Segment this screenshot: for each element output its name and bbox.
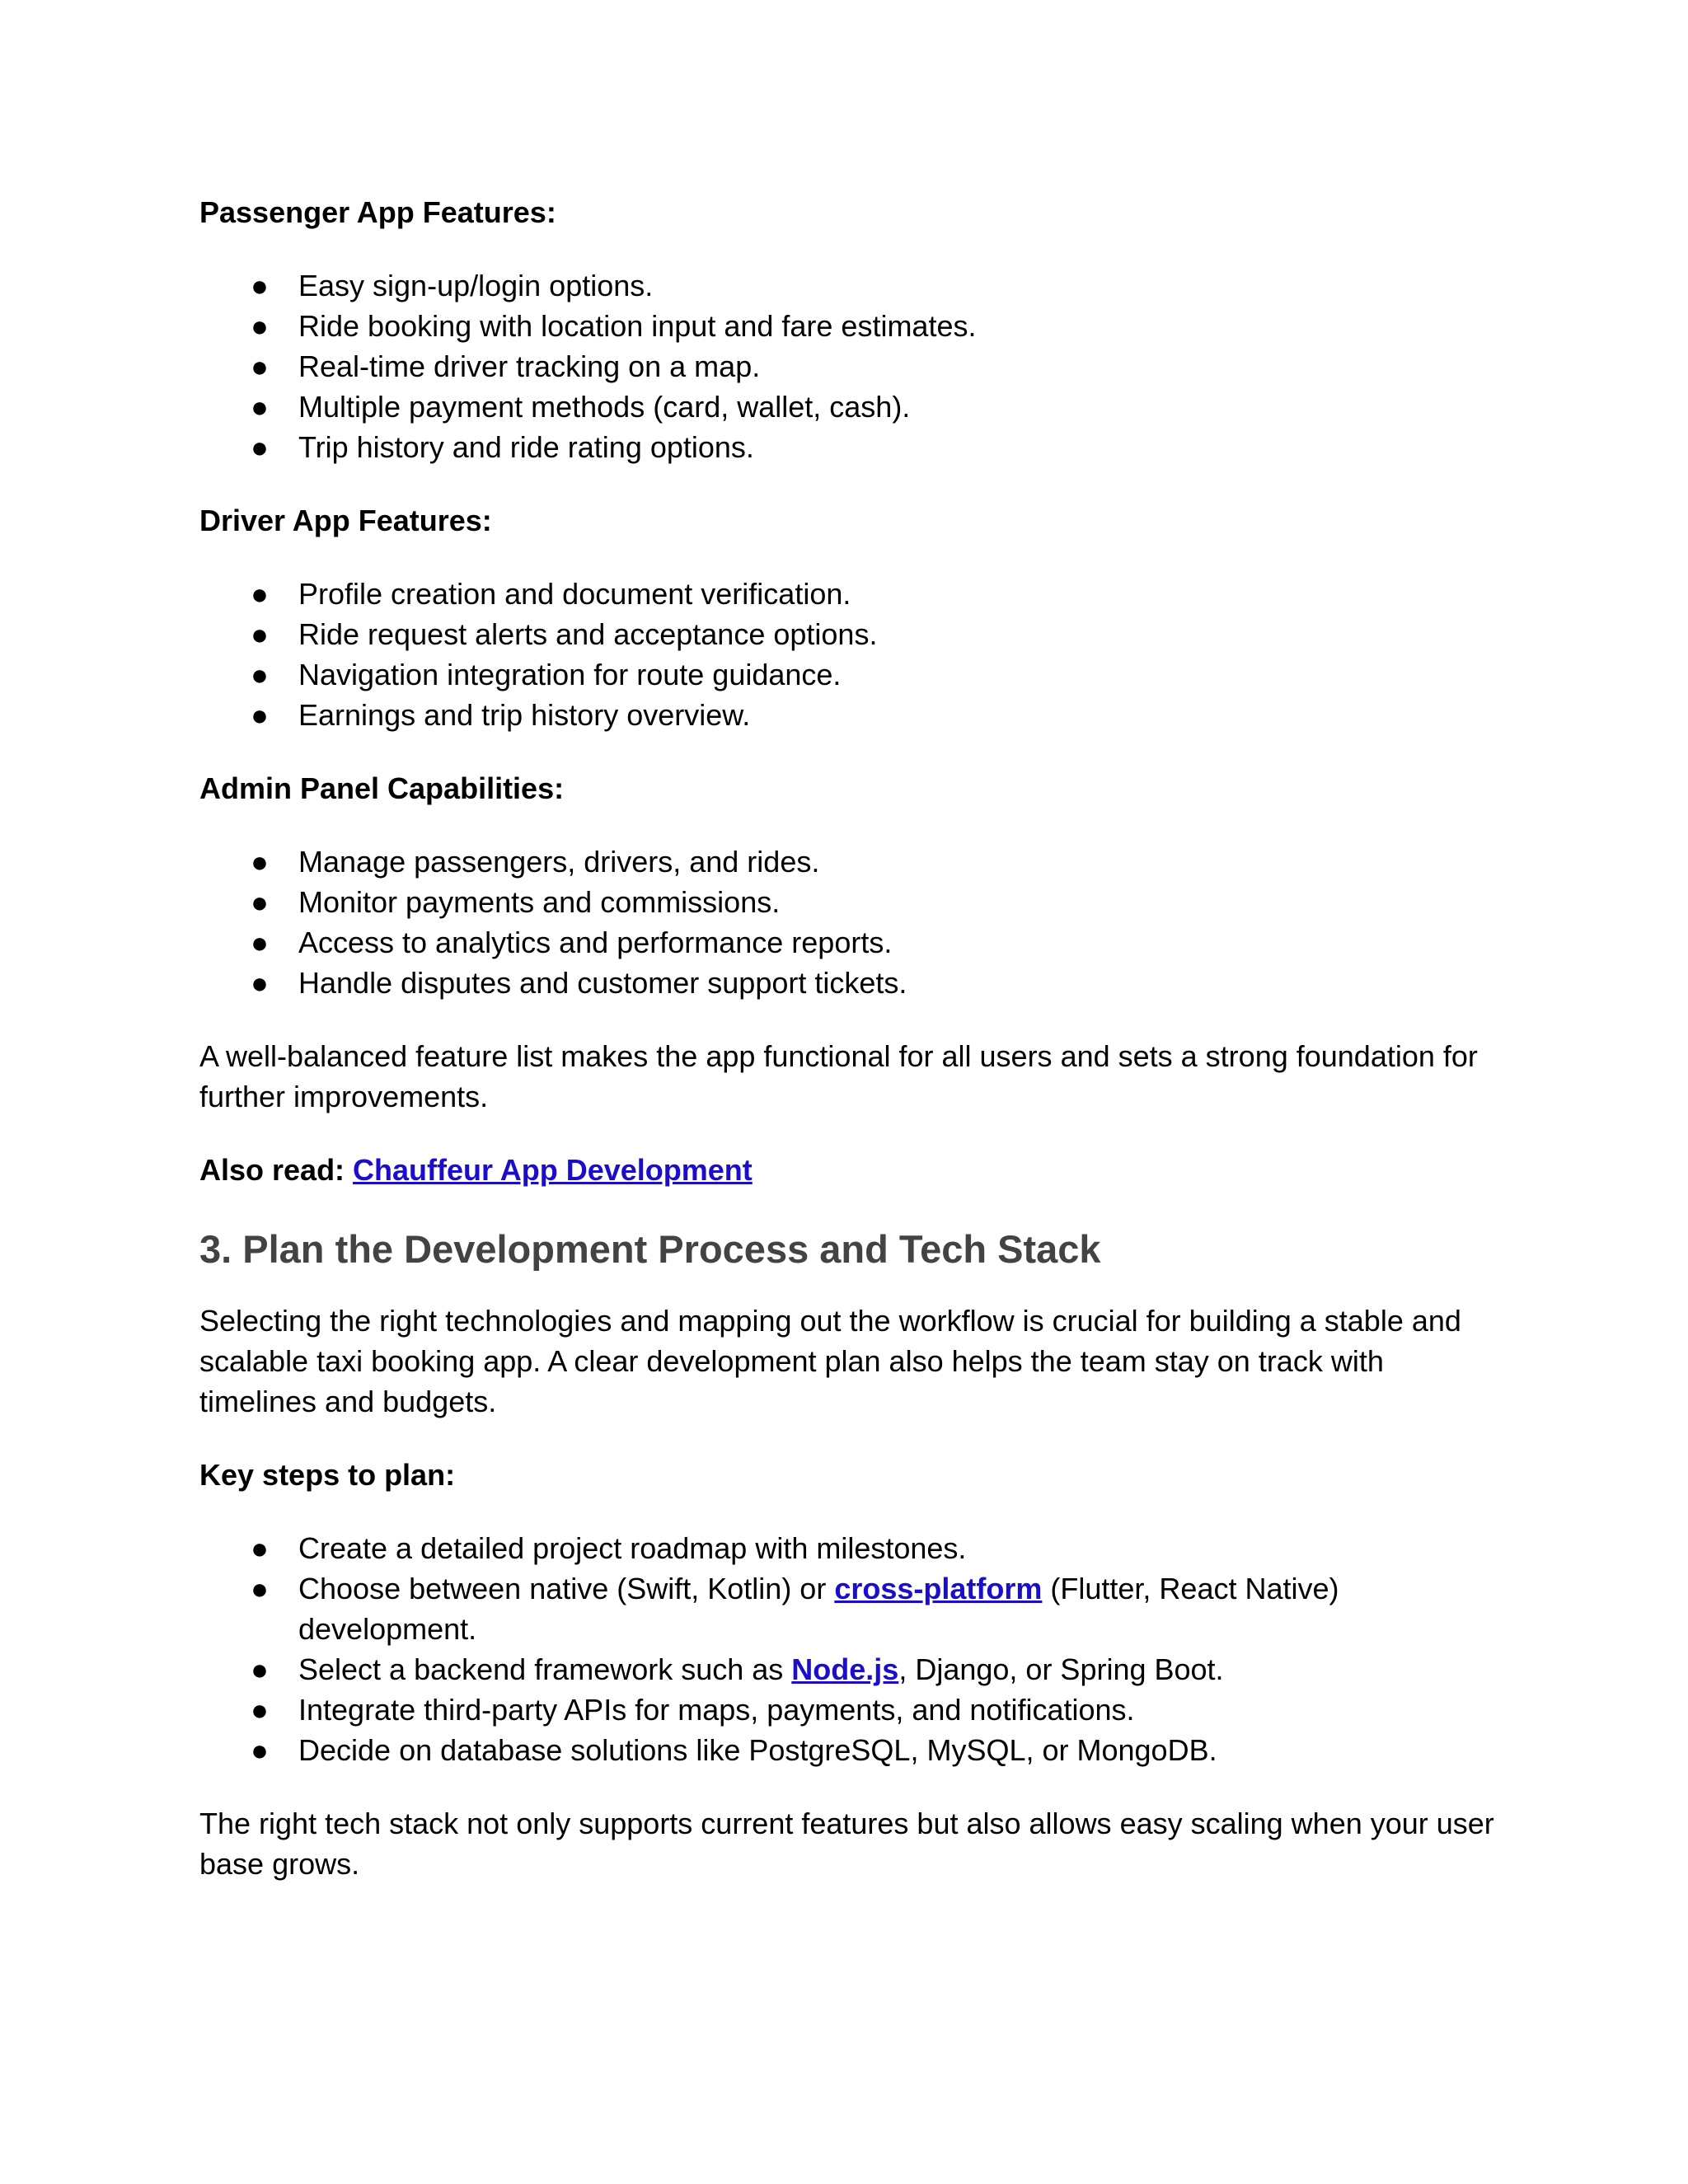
- list-item: ● Ride request alerts and acceptance options.: [199, 614, 1502, 654]
- list-item: ● Select a backend framework such as Node.js, Django, or Spring Boot.: [199, 1649, 1502, 1690]
- passenger-features-list: [199, 265, 1502, 467]
- list-item: ● Trip history and ride rating options.: [199, 427, 1502, 467]
- bullet-icon: ●: [251, 1652, 269, 1686]
- bullet-icon: ●: [251, 1572, 269, 1605]
- section-intro-paragraph: Selecting the right technologies and mapping out the workflow is crucial for building a stable and scalable taxi booking app. A clear development plan also helps the team stay on track with timelines and budgets.: [199, 1304, 1461, 1418]
- list-item: ● Access to analytics and performance reports.: [199, 922, 1502, 963]
- list-item: ● Decide on database solutions like PostgreSQL, MySQL, or MongoDB.: [199, 1730, 1502, 1770]
- list-item: ● Navigation integration for route guidance.: [199, 654, 1502, 695]
- document-page: [199, 192, 1502, 1884]
- cross-platform-link[interactable]: cross-platform: [834, 1572, 1043, 1605]
- list-item: ● Earnings and trip history overview.: [199, 695, 1502, 735]
- bullet-icon: ●: [251, 1693, 269, 1727]
- list-item: ● Multiple payment methods (card, wallet, cash).: [199, 387, 1502, 427]
- section-title: 3. Plan the Development Process and Tech Stack: [199, 1227, 1101, 1271]
- bullet-icon: ●: [251, 926, 269, 959]
- bullet-icon: ●: [251, 1733, 269, 1767]
- also-read-label: Also read:: [199, 1153, 354, 1187]
- list-item: ● Create a detailed project roadmap with milestones.: [199, 1528, 1502, 1568]
- bullet-icon: ●: [251, 658, 269, 691]
- list-item: ● Integrate third-party APIs for maps, payments, and notifications.: [199, 1690, 1502, 1730]
- admin-capabilities-heading: Admin Panel Capabilities:: [199, 771, 565, 805]
- list-item: ● Ride booking with location input and fare estimates.: [199, 306, 1502, 346]
- also-read-line: [199, 1150, 1502, 1190]
- list-item: ● Monitor payments and commissions.: [199, 882, 1502, 922]
- summary-paragraph: A well-balanced feature list makes the app functional for all users and sets a strong foundation for further improvements.: [199, 1039, 1478, 1113]
- list-item: ● Handle disputes and customer support tickets.: [199, 963, 1502, 1003]
- nodejs-link[interactable]: Node.js: [791, 1652, 899, 1686]
- list-item: ● Profile creation and document verification.: [199, 574, 1502, 614]
- key-steps-heading: Key steps to plan:: [199, 1458, 456, 1492]
- bullet-icon: ●: [251, 269, 269, 302]
- list-item: ● Manage passengers, drivers, and rides.: [199, 841, 1502, 882]
- bullet-icon: ●: [251, 885, 269, 919]
- closing-paragraph: The right tech stack not only supports current features but also allows easy scaling when your user base grows.: [199, 1807, 1494, 1881]
- bullet-icon: ●: [251, 698, 269, 732]
- bullet-icon: ●: [251, 390, 269, 424]
- bullet-icon: ●: [251, 845, 269, 879]
- bullet-icon: ●: [251, 309, 269, 343]
- bullet-icon: ●: [251, 430, 269, 464]
- admin-capabilities-list: [199, 841, 1502, 1003]
- bullet-icon: ●: [251, 966, 269, 1000]
- list-item: ● Real-time driver tracking on a map.: [199, 346, 1502, 387]
- bullet-icon: ●: [251, 349, 269, 383]
- driver-features-list: [199, 574, 1502, 735]
- chauffeur-app-link[interactable]: Chauffeur App Development: [353, 1153, 753, 1187]
- bullet-icon: ●: [251, 577, 269, 611]
- list-item: ● Easy sign-up/login options.: [199, 265, 1502, 306]
- bullet-icon: ●: [251, 617, 269, 651]
- driver-features-heading: Driver App Features:: [199, 504, 492, 537]
- list-item: ● Choose between native (Swift, Kotlin) or cross-platform (Flutter, React Native) development.: [199, 1568, 1502, 1649]
- key-steps-list: [199, 1528, 1502, 1770]
- bullet-icon: ●: [251, 1531, 269, 1565]
- passenger-features-heading: Passenger App Features:: [199, 195, 556, 229]
